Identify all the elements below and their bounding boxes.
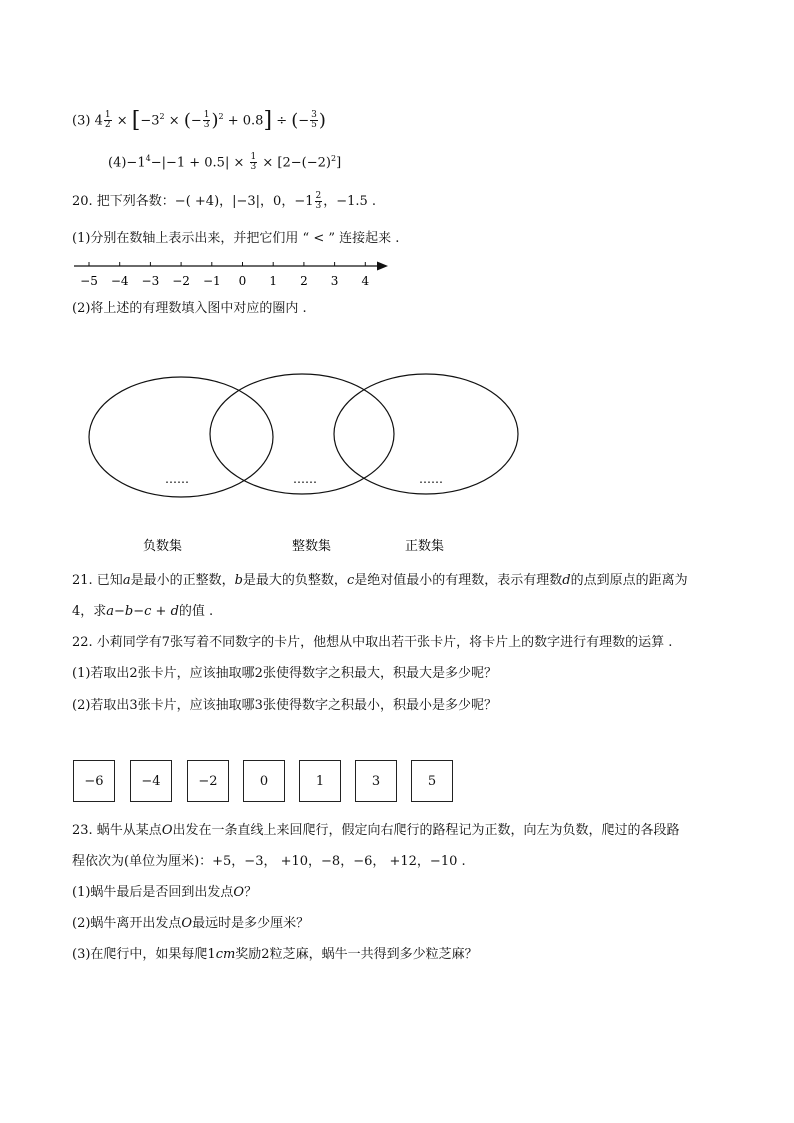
term: −|−1 + 0.5| × bbox=[150, 155, 245, 171]
term: × [2−(−2) bbox=[262, 155, 331, 171]
expression: a−b−c + d bbox=[106, 604, 179, 619]
integer-set-dots: …… bbox=[293, 472, 317, 486]
stem-text: 是绝对值最小的有理数，表示有理数 bbox=[354, 573, 563, 588]
stem-text: (2)蜗牛离开出发点 bbox=[72, 916, 182, 931]
number-line-tick-label: 1 bbox=[269, 274, 278, 288]
number-line-tick-label: −1 bbox=[202, 274, 221, 288]
q19-part3 bbox=[72, 107, 326, 133]
variable-c: c bbox=[346, 573, 355, 588]
number-card: 1 bbox=[299, 760, 341, 802]
number-line-tick-label: 4 bbox=[361, 274, 370, 288]
stem-text: ，−1.5 . bbox=[323, 194, 377, 209]
number-card: 5 bbox=[411, 760, 453, 802]
left-paren: ( bbox=[183, 109, 191, 131]
number-line-tick-label: −4 bbox=[110, 274, 129, 288]
times-sign: × bbox=[168, 113, 180, 129]
number-line-arrow bbox=[377, 262, 388, 271]
number-card: −6 bbox=[73, 760, 115, 802]
stem-text: 的点到原点的距离为 bbox=[570, 573, 688, 588]
exponent: 2 bbox=[330, 154, 337, 163]
divide-sign: ÷ bbox=[276, 113, 288, 129]
fraction bbox=[310, 111, 318, 130]
stem-text: (1)蜗牛最后是否回到出发点 bbox=[72, 885, 234, 900]
fraction-num: 1 bbox=[250, 152, 257, 163]
q21-line1 bbox=[72, 572, 688, 590]
point-o: O bbox=[181, 916, 193, 931]
number-line-tick-label: −3 bbox=[141, 274, 160, 288]
positive-set-label: 正数集 bbox=[405, 539, 445, 554]
stem-text: 23. 蜗牛从某点 bbox=[72, 823, 162, 838]
fraction-den: 3 bbox=[203, 120, 210, 131]
exponent: 2 bbox=[159, 112, 165, 121]
right-paren: ) bbox=[211, 109, 219, 131]
part-label: (3) bbox=[72, 113, 91, 129]
q23-line1 bbox=[72, 822, 680, 840]
q23-line2: 程依次为(单位为厘米)：+5，−3， +10，−8，−6， +12，−10 . bbox=[72, 854, 466, 869]
fraction bbox=[315, 192, 323, 211]
number-card: −2 bbox=[187, 760, 229, 802]
fraction bbox=[250, 153, 258, 172]
point-o: O bbox=[161, 823, 173, 838]
stem-text: 4，求 bbox=[72, 604, 107, 619]
stem-text: 出发在一条直线上来回爬行，假定向右爬行的路程记为正数，向左为负数，爬过的各段路 bbox=[172, 823, 680, 838]
number-card: 0 bbox=[243, 760, 285, 802]
fraction-den: 3 bbox=[250, 162, 257, 173]
stem-text: 21. 已知 bbox=[72, 573, 123, 588]
fraction bbox=[203, 111, 211, 130]
q19-part4 bbox=[108, 150, 341, 172]
stem-text: 最远时是多少厘米？ bbox=[192, 916, 310, 931]
exponent: 2 bbox=[218, 112, 224, 121]
variable-b: b bbox=[234, 573, 243, 588]
term: −3 bbox=[140, 113, 160, 129]
left-bracket: [ bbox=[131, 107, 141, 133]
negative-set-dots: …… bbox=[165, 472, 189, 486]
q20-sub2: (2)将上述的有理数填入图中对应的圈内 . bbox=[72, 301, 307, 316]
minus-sign: − bbox=[190, 113, 202, 129]
negative-set-label: 负数集 bbox=[143, 539, 183, 554]
term: ] bbox=[336, 155, 342, 171]
fraction-den: 2 bbox=[104, 120, 111, 131]
fraction bbox=[104, 111, 112, 130]
mixed-whole: 4 bbox=[94, 113, 103, 129]
point-o: O bbox=[233, 885, 245, 900]
stem-text: 的值 . bbox=[178, 604, 214, 619]
minus-sign: − bbox=[298, 113, 310, 129]
q22-stem: 22. 小莉同学有7张写着不同数字的卡片，他想从中取出若干张卡片，将卡片上的数字进行有理数的运算 . bbox=[72, 635, 673, 650]
positive-set-dots: …… bbox=[419, 472, 443, 486]
q23-sub1 bbox=[72, 884, 257, 902]
term: + 0.8 bbox=[227, 113, 264, 129]
unit-cm: cm bbox=[215, 947, 236, 962]
number-card: −4 bbox=[130, 760, 172, 802]
q21-line2 bbox=[72, 603, 213, 621]
part-label: (4) bbox=[108, 155, 127, 171]
stem-text: (3)在爬行中，如果每爬1 bbox=[72, 947, 216, 962]
fraction-den: 3 bbox=[315, 201, 322, 211]
number-line-tick-label: −2 bbox=[172, 274, 190, 288]
q22-sub1: (1)若取出2张卡片，应该抽取哪2张使得数字之积最大，积最大是多少呢？ bbox=[72, 666, 497, 681]
variable-a: a bbox=[122, 573, 131, 588]
q23-sub3 bbox=[72, 946, 478, 964]
exponent: 4 bbox=[145, 154, 151, 163]
q20-sub1: (1)分别在数轴上表示出来，并把它们用 “ < ” 连接起来 . bbox=[72, 231, 400, 246]
q23-sub2 bbox=[72, 915, 309, 933]
number-line-tick-label: 0 bbox=[238, 274, 247, 288]
left-paren: ( bbox=[291, 109, 299, 131]
q22-sub2: (2)若取出3张卡片，应该抽取哪3张使得数字之积最小，积最小是多少呢？ bbox=[72, 698, 497, 713]
right-paren: ) bbox=[318, 109, 326, 131]
variable-d: d bbox=[562, 573, 571, 588]
number-line-tick-label: −5 bbox=[80, 274, 98, 288]
number-line-tick-label: 3 bbox=[330, 274, 339, 288]
integer-set-label: 整数集 bbox=[292, 539, 332, 554]
stem-text: 奖励2粒芝麻，蜗牛一共得到多少粒芝麻？ bbox=[235, 947, 478, 962]
number-line-tick-label: 2 bbox=[300, 274, 308, 288]
fraction-num: 1 bbox=[104, 110, 111, 121]
right-bracket: ] bbox=[263, 107, 273, 133]
stem-text: 是最小的正整数， bbox=[130, 573, 235, 588]
times-sign: × bbox=[116, 113, 128, 129]
stem-text: 是最大的负整数， bbox=[242, 573, 347, 588]
fraction-num: 3 bbox=[311, 110, 317, 121]
number-card: 3 bbox=[355, 760, 397, 802]
stem-text: ？ bbox=[244, 885, 258, 900]
fraction-num: 1 bbox=[203, 110, 210, 121]
term: −1 bbox=[126, 155, 146, 171]
q20-stem bbox=[72, 192, 376, 211]
fraction-num: 2 bbox=[315, 191, 322, 201]
stem-text: 20. 把下列各数：−( +4)，|−3|，0，−1 bbox=[72, 194, 314, 209]
fraction-den: 5 bbox=[311, 120, 317, 131]
